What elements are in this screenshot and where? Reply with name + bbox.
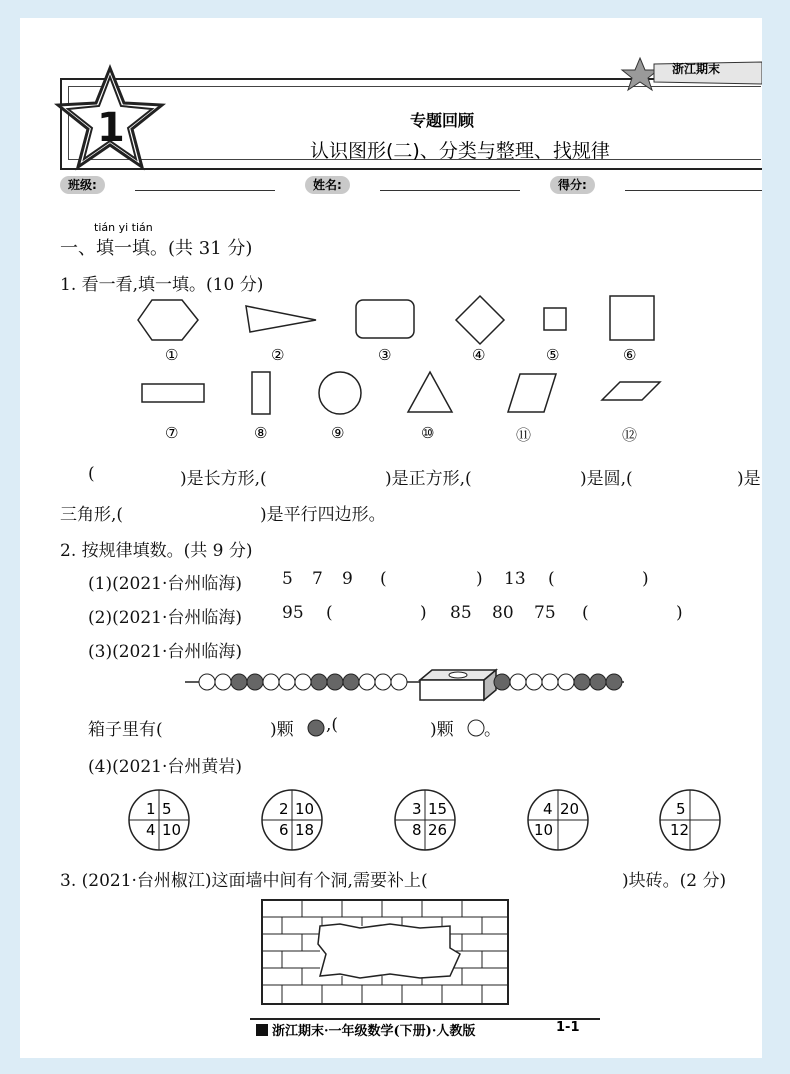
class-field[interactable] [135,190,275,191]
number-wheel-3 [393,788,457,852]
q2-p3-answer-c: ,( [326,715,339,735]
q1-answer-line1-a: ( [88,464,95,484]
q2-p3-prefix: (3)(2021·台州临海) [88,642,243,662]
q2-p1-c: 9 [342,569,353,589]
dark-bead-icon [306,718,326,738]
q2-p2-b: 85 [450,603,472,623]
wheel-3-br: 26 [428,821,448,839]
name-field[interactable] [380,190,520,191]
q2-p1-open2: ( [548,569,555,589]
score-field[interactable] [625,190,762,191]
q2-p2-d: 75 [534,603,556,623]
q2-p4-prefix: (4)(2021·台州黄岩) [88,757,243,777]
shape-label-12: ⑫ [622,426,638,444]
shape-circle [319,372,361,414]
name-label: 姓名: [305,176,350,194]
wheel-2-br: 18 [295,821,315,839]
shape-label-7: ⑦ [165,424,179,442]
shape-label-1: ① [165,346,179,364]
wheel-2-tr: 10 [295,800,315,818]
number-wheel-5 [658,788,722,852]
shape-parallelogram-tall [508,374,556,412]
footer-square-icon [256,1024,268,1036]
q2-p3-answer-e: 。 [484,720,501,740]
shape-small-square [544,308,566,330]
unit-number: 1 [97,105,125,151]
q2-p1-d: 13 [504,569,526,589]
shape-label-11: ⑪ [516,426,532,444]
shape-label-6: ⑥ [623,346,637,364]
corner-tag: 浙江期末 [672,62,721,76]
q2-p1-prefix: (1)(2021·台州临海) [88,574,243,594]
shape-triangle-thin [246,306,316,332]
shape-diamond [456,296,504,344]
shape-label-5: ⑤ [546,346,560,364]
wheel-3-bl: 8 [412,821,422,839]
q1-stem: 1. 看一看,填一填。(10 分) [60,275,264,295]
shape-label-9: ⑨ [331,424,345,442]
q1-answer-line1-d: )是圆,( [580,469,633,489]
q2-p1-close1: ) [476,569,483,589]
q1-answer-line2-b: )是平行四边形。 [260,505,386,525]
wheel-3-tl: 3 [412,800,422,818]
q2-p1-a: 5 [282,569,293,589]
q2-p2-open2: ( [582,603,589,623]
shape-rectangle [142,384,204,402]
wheel-4-tl: 4 [543,800,553,818]
shapes-figure [120,288,680,448]
brick-wall [260,898,510,1008]
page-title: 专题回顾 [410,111,475,130]
shape-label-8: ⑧ [254,424,268,442]
q3-stem-b: )块砖。(2 分) [622,871,727,891]
section-pinyin: tián yi tián [94,221,153,234]
q1-answer-line2-a: 三角形,( [60,505,124,525]
shape-triangle [408,372,452,412]
number-wheel-2 [260,788,324,852]
q2-p1-b: 7 [312,569,323,589]
q2-stem: 2. 按规律填数。(共 9 分) [60,541,253,561]
shape-rounded-rect [356,300,414,338]
wheel-5-bl: 12 [670,821,690,839]
q1-answer-line1-c: )是正方形,( [385,469,472,489]
shape-parallelogram [602,382,660,400]
wheel-4-bl: 10 [534,821,554,839]
page-subtitle: 认识图形(二)、分类与整理、找规律 [310,140,610,162]
q2-p2-open1: ( [326,603,333,623]
shape-label-2: ② [271,346,285,364]
q2-p2-close1: ) [420,603,427,623]
worksheet-page [20,18,762,1058]
bead-string [180,656,630,704]
wheel-3-tr: 15 [428,800,448,818]
shape-hexagon [138,300,198,340]
wheel-4-tr: 20 [560,800,580,818]
score-label: 得分: [550,176,595,194]
q1-answer-line1-e: )是 [737,469,761,489]
shape-tall-rect [252,372,270,414]
wheel-1-tl: 1 [146,800,156,818]
q1-answer-line1-b: )是长方形,( [180,469,267,489]
wheel-1-tr: 5 [162,800,172,818]
q2-p2-close2: ) [676,603,683,623]
q2-p1-close2: ) [642,569,649,589]
wall-hole [318,924,460,978]
q2-p2-prefix: (2)(2021·台州临海) [88,608,243,628]
q2-p3-answer-a: 箱子里有( [88,720,163,740]
section-title: 一、填一填。(共 31 分) [60,238,253,259]
star-badge [50,63,180,183]
q2-p2-c: 80 [492,603,514,623]
number-wheel-4 [526,788,590,852]
shape-label-10: ⑩ [421,424,435,442]
white-bead-icon [466,718,486,738]
wheel-1-bl: 4 [146,821,156,839]
shape-square [610,296,654,340]
q2-p1-open1: ( [380,569,387,589]
page-number: 1-1 [556,1020,580,1035]
wheel-5-tr: 5 [676,800,686,818]
wheel-1-br: 10 [162,821,182,839]
shape-label-3: ③ [378,346,392,364]
number-wheel-1 [127,788,191,852]
shape-label-4: ④ [472,346,486,364]
q2-p3-answer-d: )颗 [430,720,454,740]
footer-text: 浙江期末·一年级数学(下册)·人教版 [272,1024,476,1039]
class-label: 班级: [60,176,105,194]
q2-p2-a: 95 [282,603,304,623]
q2-p3-answer-b: )颗 [270,720,294,740]
wheel-2-tl: 2 [279,800,289,818]
wheel-2-bl: 6 [279,821,289,839]
q3-stem-a: 3. (2021·台州椒江)这面墙中间有个洞,需要补上( [60,871,428,891]
